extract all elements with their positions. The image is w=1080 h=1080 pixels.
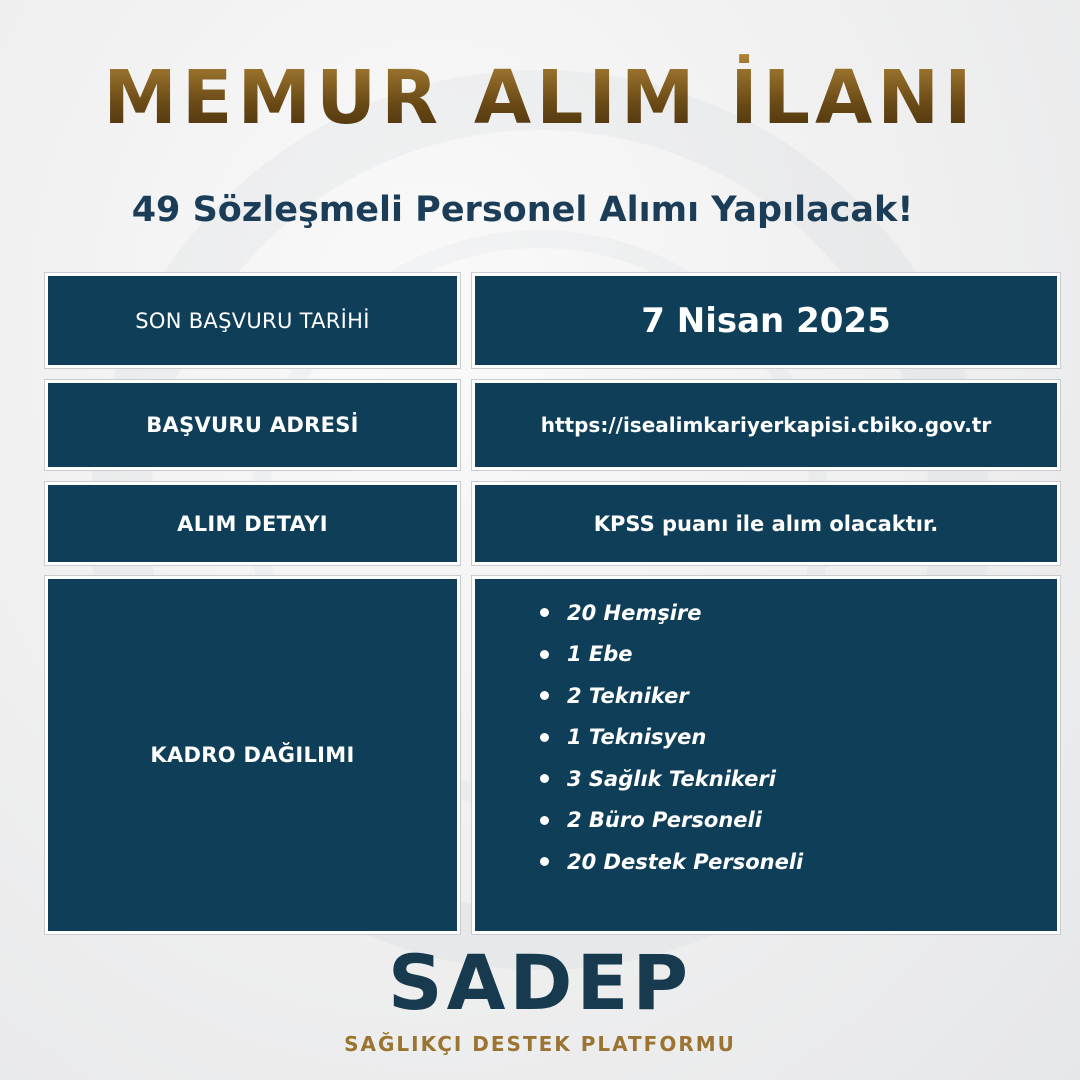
cell-value-detail xyxy=(472,482,1060,565)
page-subtitle: 49 Sözleşmeli Personel Alımı Yapılacak! xyxy=(131,190,914,230)
list-item-text: 20 Destek Personeli xyxy=(567,849,804,874)
bullet-icon xyxy=(540,733,549,742)
cell-label-address xyxy=(45,380,460,470)
address-link[interactable]: https://isealimkariyerkapisi.cbiko.gov.tr xyxy=(540,413,992,437)
cell-label-detail xyxy=(45,482,460,565)
bullet-icon xyxy=(540,816,549,825)
page-title: MEMUR ALIM İLANI xyxy=(0,48,1080,148)
list-item-text: 2 Tekniker xyxy=(567,683,689,708)
deadline-label: SON BAŞVURU TARİHİ xyxy=(135,308,370,333)
detail-value: KPSS puanı ile alım olacaktır. xyxy=(593,511,939,536)
bullet-icon xyxy=(540,774,549,783)
kadro-list xyxy=(540,592,803,883)
list-item-text: 2 Büro Personeli xyxy=(567,808,762,833)
bullet-icon xyxy=(540,691,549,700)
cell-label-deadline xyxy=(45,273,460,368)
list-item-text: 20 Hemşire xyxy=(567,600,702,625)
detail-label: ALIM DETAYI xyxy=(177,511,328,536)
list-item xyxy=(540,758,803,800)
bullet-icon xyxy=(540,857,549,866)
list-item xyxy=(540,675,803,717)
brand-logo-text: SADEP xyxy=(387,938,693,1027)
bullet-icon xyxy=(540,608,549,617)
brand-tagline: SAĞLIKÇI DESTEK PLATFORMU xyxy=(344,1032,736,1056)
bullet-icon xyxy=(540,650,549,659)
deadline-value: 7 Nisan 2025 xyxy=(641,300,891,341)
list-item-text: 3 Sağlık Teknikeri xyxy=(567,766,776,791)
cell-value-address xyxy=(472,380,1060,470)
cell-value-deadline xyxy=(472,273,1060,368)
list-item xyxy=(540,800,803,842)
cell-label-kadro xyxy=(45,576,460,934)
list-item-text: 1 Ebe xyxy=(567,642,633,667)
list-item xyxy=(540,592,803,634)
address-label: BAŞVURU ADRESİ xyxy=(146,413,359,437)
list-item xyxy=(540,634,803,676)
list-item xyxy=(540,841,803,883)
list-item xyxy=(540,717,803,759)
kadro-label: KADRO DAĞILIMI xyxy=(150,743,355,767)
list-item-text: 1 Teknisyen xyxy=(567,725,707,750)
